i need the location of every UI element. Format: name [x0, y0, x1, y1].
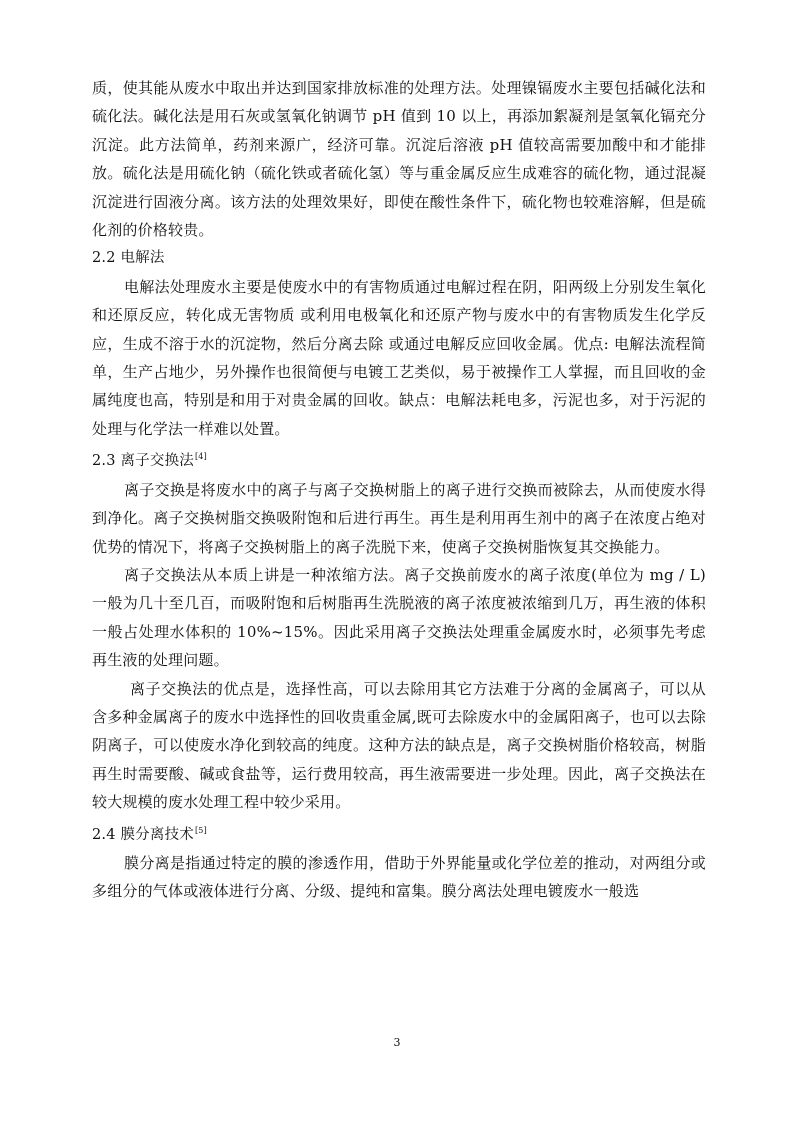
paragraph-ion-exchange-concentration: 离子交换法从本质上讲是一种浓缩方法。离子交换前废水的离子浓度(单位为 mg / L)一般为几十至几百，而吸附饱和后树脂再生洗脱液的离子浓度被浓缩到几万，再生液的体积一般占处理水体积的 10%~15%。因此采用离子交换法处理重金属废水时，必须事先考虑再生液的处理问题。: [92, 565, 706, 670]
paragraph-membrane-separation: 膜分离是指通过特定的膜的渗透作用，借助于外界能量或化学位差的推动，对两组分或多组分的气体或液体进行分离、分级、提纯和富集。膜分离法处理电镀废水一般选: [92, 853, 706, 901]
paragraph-ion-exchange-intro: 离子交换是将废水中的离子与离子交换树脂上的离子进行交换而被除去，从而使废水得到净化。离子交换树脂交换吸附饱和后进行再生。再生是利用再生剂中的离子在浓度占绝对优势的情况下，将离子交换树脂上的离子洗脱下来，使离子交换树脂恢复其交换能力。: [92, 480, 706, 556]
section-heading-2-4: [92, 817, 706, 849]
section-heading-2-3-text: 2.3 离子交换法: [92, 453, 194, 470]
section-heading-2-3: [92, 443, 706, 475]
document-page: [92, 74, 706, 906]
paragraph-chemical-method-continued: 质，使其能从废水中取出并达到国家排放标准的处理方法。处理镍镉废水主要包括碱化法和硫化法。碱化法是用石灰或氢氧化钠调节 pH 值到 10 以上，再添加絮凝剂是氢氧化镉充分沉淀。此方法简单，药剂来源广，经济可靠。沉淀后溶液 pH 值较高需要加酸中和才能排放。硫化法是用硫化钠（硫化铁或者硫化氢）等与重金属反应生成难容的硫化物，通过混凝沉淀进行固液分离。该方法的处理效果好，即使在酸性条件下，硫化物也较难溶解，但是硫化剂的价格较贵。: [92, 79, 706, 240]
citation-ref-4: [4]: [194, 452, 207, 462]
page-number: 3: [393, 1036, 401, 1049]
citation-ref-5: [5]: [194, 825, 207, 835]
paragraph-electrolysis: 电解法处理废水主要是使废水中的有害物质通过电解过程在阴，阳两级上分别发生氧化和还原反应，转化成无害物质 或利用电极氧化和还原产物与废水中的有害物质发生化学反应，生成不溶于水的沉淀物，然后分离去除 或通过电解反应回收金属。优点: 电解法流程简单，生产占地少，另外操作也很简便与电镀工艺类似，易于被操作工人掌握，而且回收的金属纯度也高，特别是和用于对贵金属的回收。缺点：电解法耗电多，污泥也多，对于污泥的处理与化学法一样难以处置。: [92, 277, 706, 438]
section-heading-2-2: [92, 244, 706, 272]
section-heading-2-2-text: 2.2 电解法: [92, 250, 165, 267]
paragraph-ion-exchange-pros-cons: 离子交换法的优点是，选择性高，可以去除用其它方法难于分离的金属离子，可以从含多种金属离子的废水中选择性的回收贵重金属,既可去除废水中的金属阳离子，也可以去除阴离子，可以使废水净化到较高的纯度。这种方法的缺点是，离子交换树脂价格较高，树脂再生时需要酸、碱或食盐等，运行费用较高，再生液需要进一步处理。因此，离子交换法在较大规模的废水处理工程中较少采用。: [92, 679, 706, 812]
section-heading-2-4-text: 2.4 膜分离技术: [92, 826, 194, 843]
